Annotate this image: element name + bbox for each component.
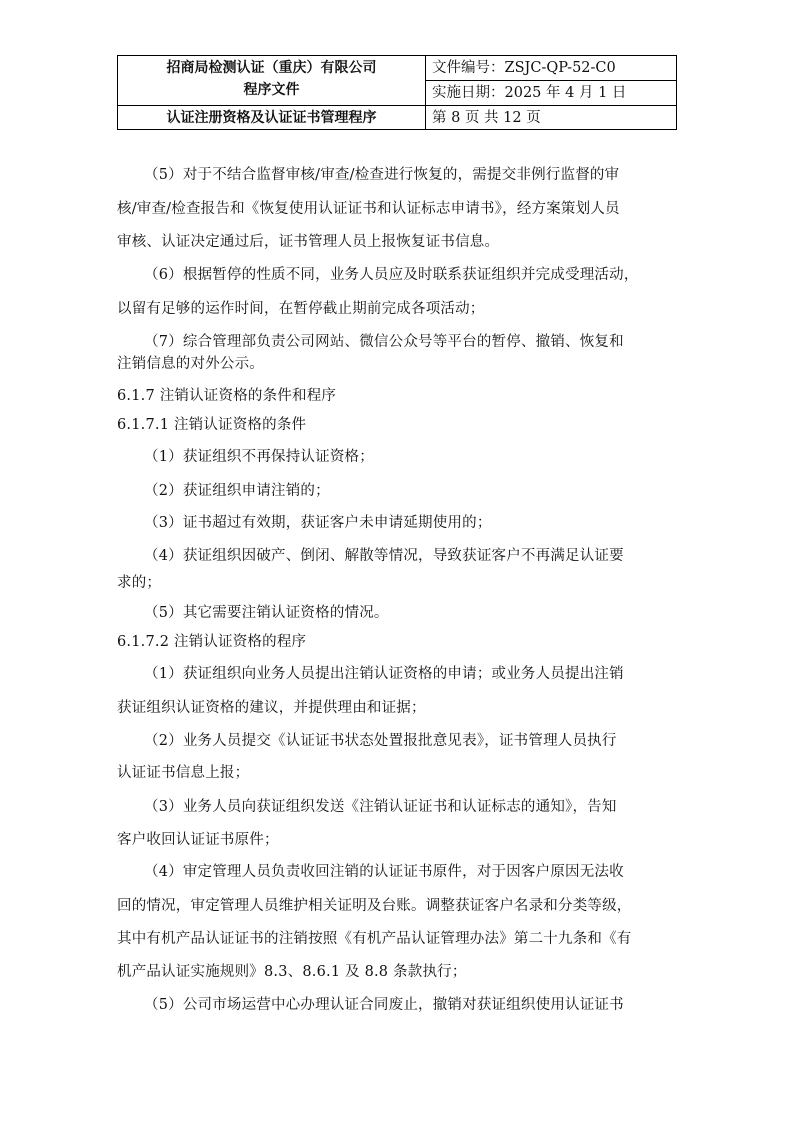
body-line: 审核、认证决定通过后，证书管理人员上报恢复证书信息。 (117, 234, 500, 250)
body-line: 客户收回认证证书原件； (117, 832, 279, 848)
body-line: （4）审定管理人员负责收回注销的认证证书原件，对于因客户原因无法收 (144, 864, 624, 880)
body-line: （1）获证组织向业务人员提出注销认证资格的申请；或业务人员提出注销 (144, 666, 624, 682)
body-line: （5）其它需要注销认证资格的情况。 (144, 605, 389, 621)
section-heading: 6.1.7.1 注销认证资格的条件 (117, 417, 307, 433)
body-line: （2）获证组织申请注销的； (144, 483, 330, 499)
document-type: 程序文件 (243, 82, 300, 98)
company-name: 招商局检测认证（重庆）有限公司 (166, 60, 377, 76)
body-line: 其中有机产品认证证书的注销按照《有机产品认证管理办法》第二十九条和《有 (117, 931, 632, 947)
header-divider-vertical (425, 56, 426, 129)
body-line: 注销信息的对外公示。 (117, 356, 264, 372)
body-line: （3）业务人员向获证组织发送《注销认证证书和认证标志的通知》，告知 (144, 799, 617, 815)
body-line: 获证组织认证资格的建议，并提供理由和证据； (117, 700, 426, 716)
page-number: 第 8 页 共 12 页 (432, 110, 541, 126)
body-line: 求的； (117, 575, 162, 591)
body-line: （5）对于不结合监督审核/审查/检查进行恢复的，需提交非例行监督的审 (144, 167, 620, 183)
body-line: 回的情况，审定管理人员维护相关证明及台账。调整获证客户名录和分类等级， (117, 898, 632, 914)
body-line: （6）根据暂停的性质不同，业务人员应及时联系获证组织并完成受理活动， (144, 267, 639, 283)
section-heading: 6.1.7.2 注销认证资格的程序 (117, 634, 307, 650)
body-line: 以留有足够的运作时间，在暂停截止期前完成各项活动； (117, 301, 485, 317)
body-line: （4）获证组织因破产、倒闭、解散等情况，导致获证客户不再满足认证要 (144, 548, 624, 564)
body-line: 认证证书信息上报； (117, 765, 250, 781)
section-heading: 6.1.7 注销认证资格的条件和程序 (117, 388, 337, 404)
body-line: 机产品认证实施规则》8.3、8.6.1 及 8.8 条款执行； (117, 964, 467, 980)
document-header-table (117, 55, 677, 130)
body-line: （7）综合管理部负责公司网站、微信公众号等平台的暂停、撤销、恢复和 (144, 334, 624, 350)
body-line: （5）公司市场运营中心办理认证合同废止，撤销对获证组织使用认证证书 (144, 997, 624, 1013)
implementation-date: 实施日期：2025 年 4 月 1 日 (432, 85, 627, 101)
body-line: （3）证书超过有效期，获证客户未申请延期使用的； (144, 515, 492, 531)
body-line: （1）获证组织不再保持认证资格； (144, 449, 374, 465)
body-line: 核/审查/检查报告和《恢复使用认证证书和认证标志申请书》，经方案策划人员 (117, 201, 620, 217)
body-line: （2）业务人员提交《认证证书状态处置报批意见表》，证书管理人员执行 (144, 733, 617, 749)
document-number: 文件编号：ZSJC-QP-52-C0 (432, 60, 616, 76)
program-title: 认证注册资格及认证证书管理程序 (166, 110, 377, 126)
